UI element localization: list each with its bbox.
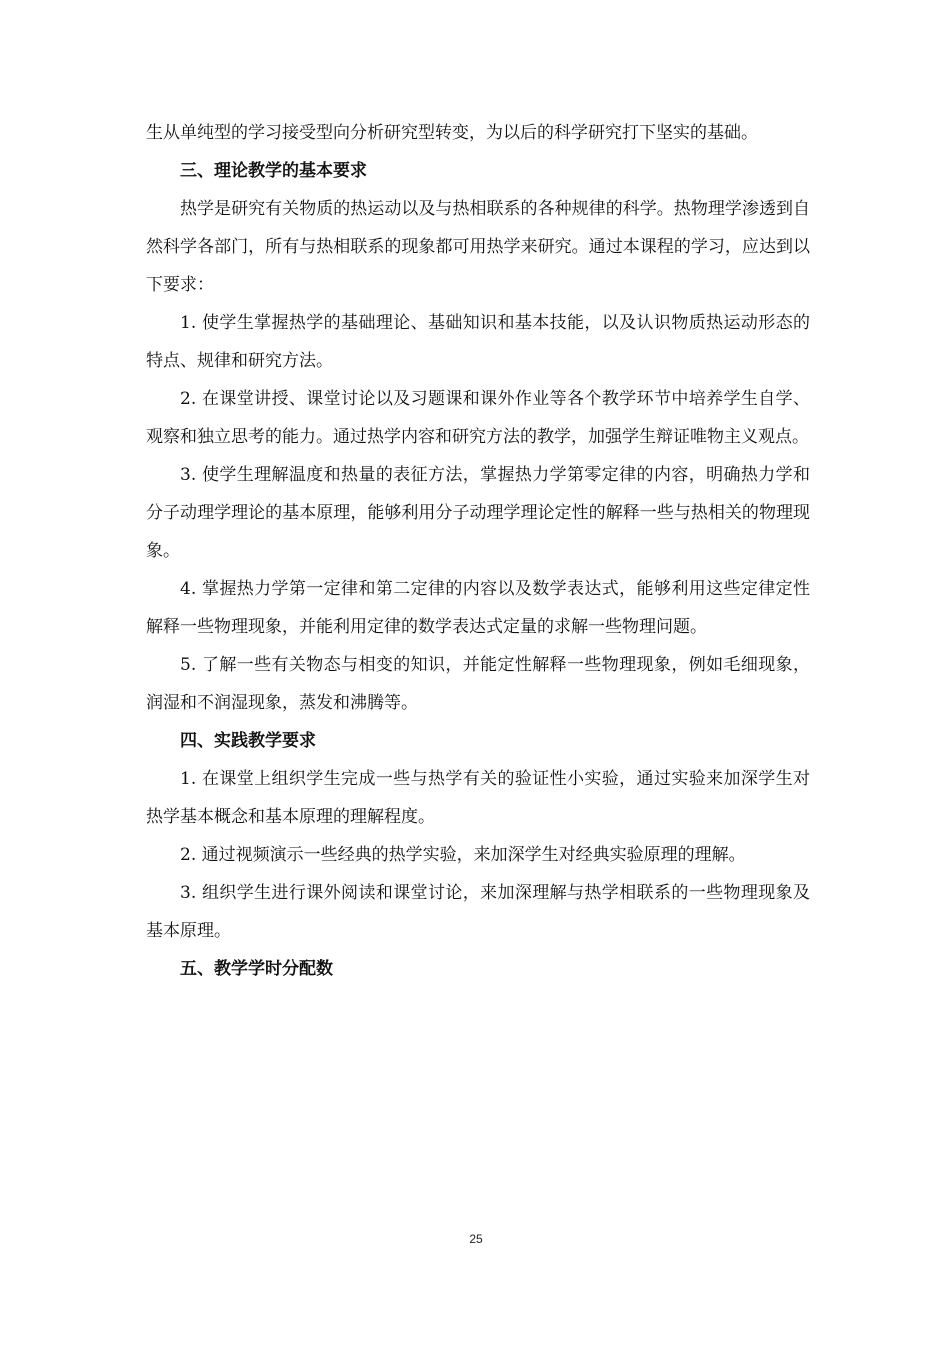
intro-paragraph: 生从单纯型的学习接受型向分析研究型转变，为以后的科学研究打下坚实的基础。 (146, 123, 758, 143)
page-content (146, 114, 810, 988)
theory-item-1: 1. 使学生掌握热学的基础理论、基础知识和基本技能，以及认识物质热运动形态的特点、规律和研究方法。 (146, 313, 810, 371)
page-number: 25 (469, 1232, 483, 1246)
section-heading-hours: 五、教学学时分配数 (180, 959, 333, 979)
theory-item-3: 3. 使学生理解温度和热量的表征方法，掌握热力学第零定律的内容，明确热力学和分子动理学理论的基本原理，能够利用分子动理学理论定性的解释一些与热相关的物理现象。 (146, 465, 810, 561)
practice-item-2: 2. 通过视频演示一些经典的热学实验，来加深学生对经典实验原理的理解。 (180, 845, 746, 865)
section-heading-practice: 四、实践教学要求 (180, 731, 316, 751)
theory-item-2: 2. 在课堂讲授、课堂讨论以及习题课和课外作业等各个教学环节中培养学生自学、观察和独立思考的能力。通过热学内容和研究方法的教学，加强学生辩证唯物主义观点。 (146, 389, 810, 447)
practice-item-1: 1. 在课堂上组织学生完成一些与热学有关的验证性小实验，通过实验来加深学生对热学基本概念和基本原理的理解程度。 (146, 769, 810, 827)
theory-item-5: 5. 了解一些有关物态与相变的知识，并能定性解释一些物理现象，例如毛细现象，润湿和不润湿现象，蒸发和沸腾等。 (146, 655, 810, 713)
section-heading-theory: 三、理论教学的基本要求 (180, 161, 367, 181)
theory-intro-paragraph: 热学是研究有关物质的热运动以及与热相联系的各种规律的科学。热物理学渗透到自然科学各部门，所有与热相联系的现象都可用热学来研究。通过本课程的学习，应达到以下要求： (146, 199, 810, 295)
practice-item-3: 3. 组织学生进行课外阅读和课堂讨论，来加深理解与热学相联系的一些物理现象及基本原理。 (146, 883, 810, 941)
theory-item-4: 4. 掌握热力学第一定律和第二定律的内容以及数学表达式，能够利用这些定律定性解释一些物理现象，并能利用定律的数学表达式定量的求解一些物理问题。 (146, 579, 810, 637)
